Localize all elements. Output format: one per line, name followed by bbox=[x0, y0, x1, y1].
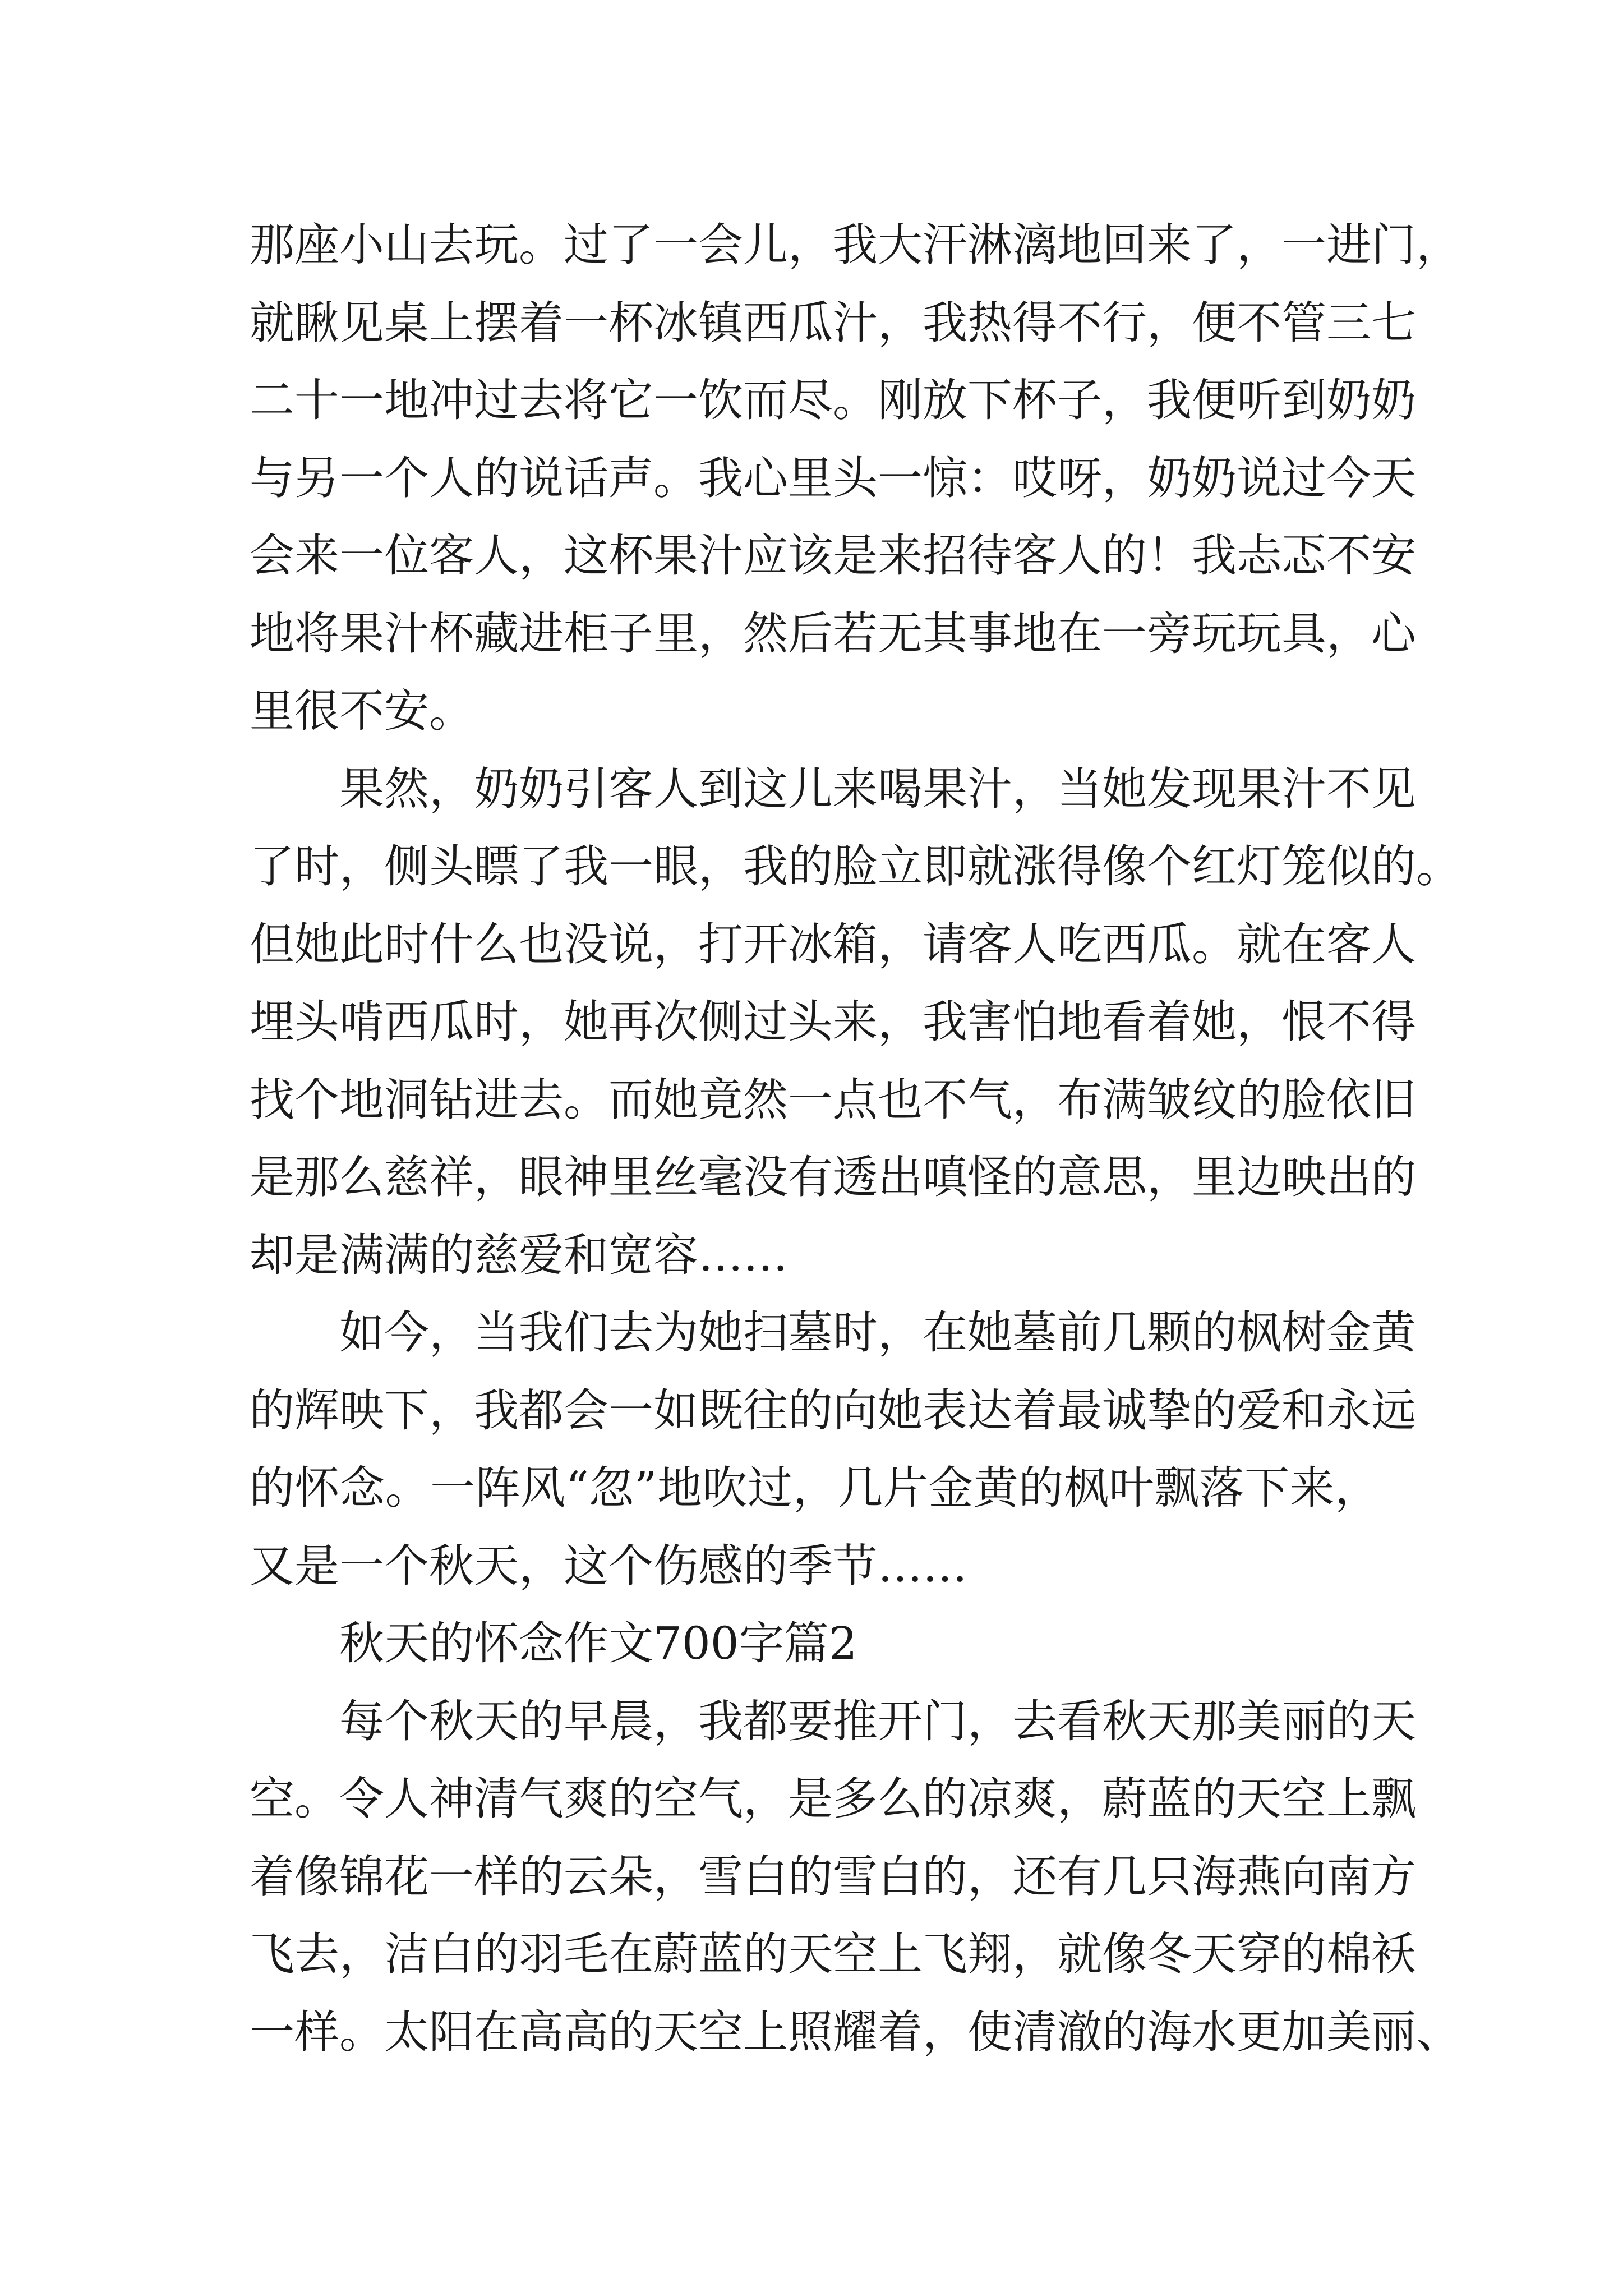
text-line: 找个地洞钻进去。而她竟然一点也不气，布满皱纹的脸依旧 bbox=[250, 1073, 1416, 1126]
text-line: 的辉映下，我都会一如既往的向她表达着最诚挚的爱和永远 bbox=[250, 1384, 1416, 1437]
text-line: 的怀念。一阵风“忽”地吹过，几片金黄的枫叶飘落下来， bbox=[250, 1462, 1380, 1514]
essay-text bbox=[250, 206, 1461, 2071]
paragraph-first-line: 每个秋天的早晨，我都要推开门，去看秋天那美丽的天 bbox=[339, 1695, 1416, 1747]
text-line: 就瞅见桌上摆着一杯冰镇西瓜汁，我热得不行，便不管三七 bbox=[250, 296, 1416, 349]
text-line: 又是一个秋天，这个伤感的季节…… bbox=[250, 1539, 967, 1592]
text-line: 二十一地冲过去将它一饮而尽。刚放下杯子，我便听到奶奶 bbox=[250, 374, 1416, 426]
paragraph-first-line: 如今，当我们去为她扫墓时，在她墓前几颗的枫树金黄 bbox=[339, 1306, 1416, 1359]
text-line: 会来一位客人，这杯果汁应该是来招待客人的！我忐忑不安 bbox=[250, 530, 1416, 582]
text-line: 了时，侧头瞟了我一眼，我的脸立即就涨得像个红灯笼似的。 bbox=[250, 840, 1461, 892]
text-line: 一样。太阳在高高的天空上照耀着，使清澈的海水更加美丽、 bbox=[250, 2005, 1461, 2058]
section-heading: 秋天的怀念作文700字篇2 bbox=[339, 1617, 857, 1669]
text-line: 空。令人神清气爽的空气，是多么的凉爽，蔚蓝的天空上飘 bbox=[250, 1773, 1416, 1825]
text-line: 地将果汁杯藏进柜子里，然后若无其事地在一旁玩玩具，心 bbox=[250, 607, 1416, 660]
text-line: 与另一个人的说话声。我心里头一惊：哎呀，奶奶说过今天 bbox=[250, 452, 1416, 504]
text-line: 着像锦花一样的云朵，雪白的雪白的，还有几只海燕向南方 bbox=[250, 1850, 1416, 1903]
text-line: 埋头啃西瓜时，她再次侧过头来，我害怕地看着她，恨不得 bbox=[250, 996, 1416, 1048]
text-line: 里很不安。 bbox=[250, 685, 474, 737]
text-line: 但她此时什么也没说，打开冰箱，请客人吃西瓜。就在客人 bbox=[250, 918, 1416, 970]
paragraph-first-line: 果然，奶奶引客人到这儿来喝果汁，当她发现果汁不见 bbox=[339, 762, 1416, 815]
text-line: 是那么慈祥，眼神里丝毫没有透出嗔怪的意思，里边映出的 bbox=[250, 1151, 1416, 1203]
text-line: 那座小山去玩。过了一会儿，我大汗淋漓地回来了，一进门， bbox=[250, 219, 1461, 271]
text-line: 飞去，洁白的羽毛在蔚蓝的天空上飞翔，就像冬天穿的棉袄 bbox=[250, 1928, 1416, 1980]
text-line: 却是满满的慈爱和宽容…… bbox=[250, 1228, 788, 1281]
